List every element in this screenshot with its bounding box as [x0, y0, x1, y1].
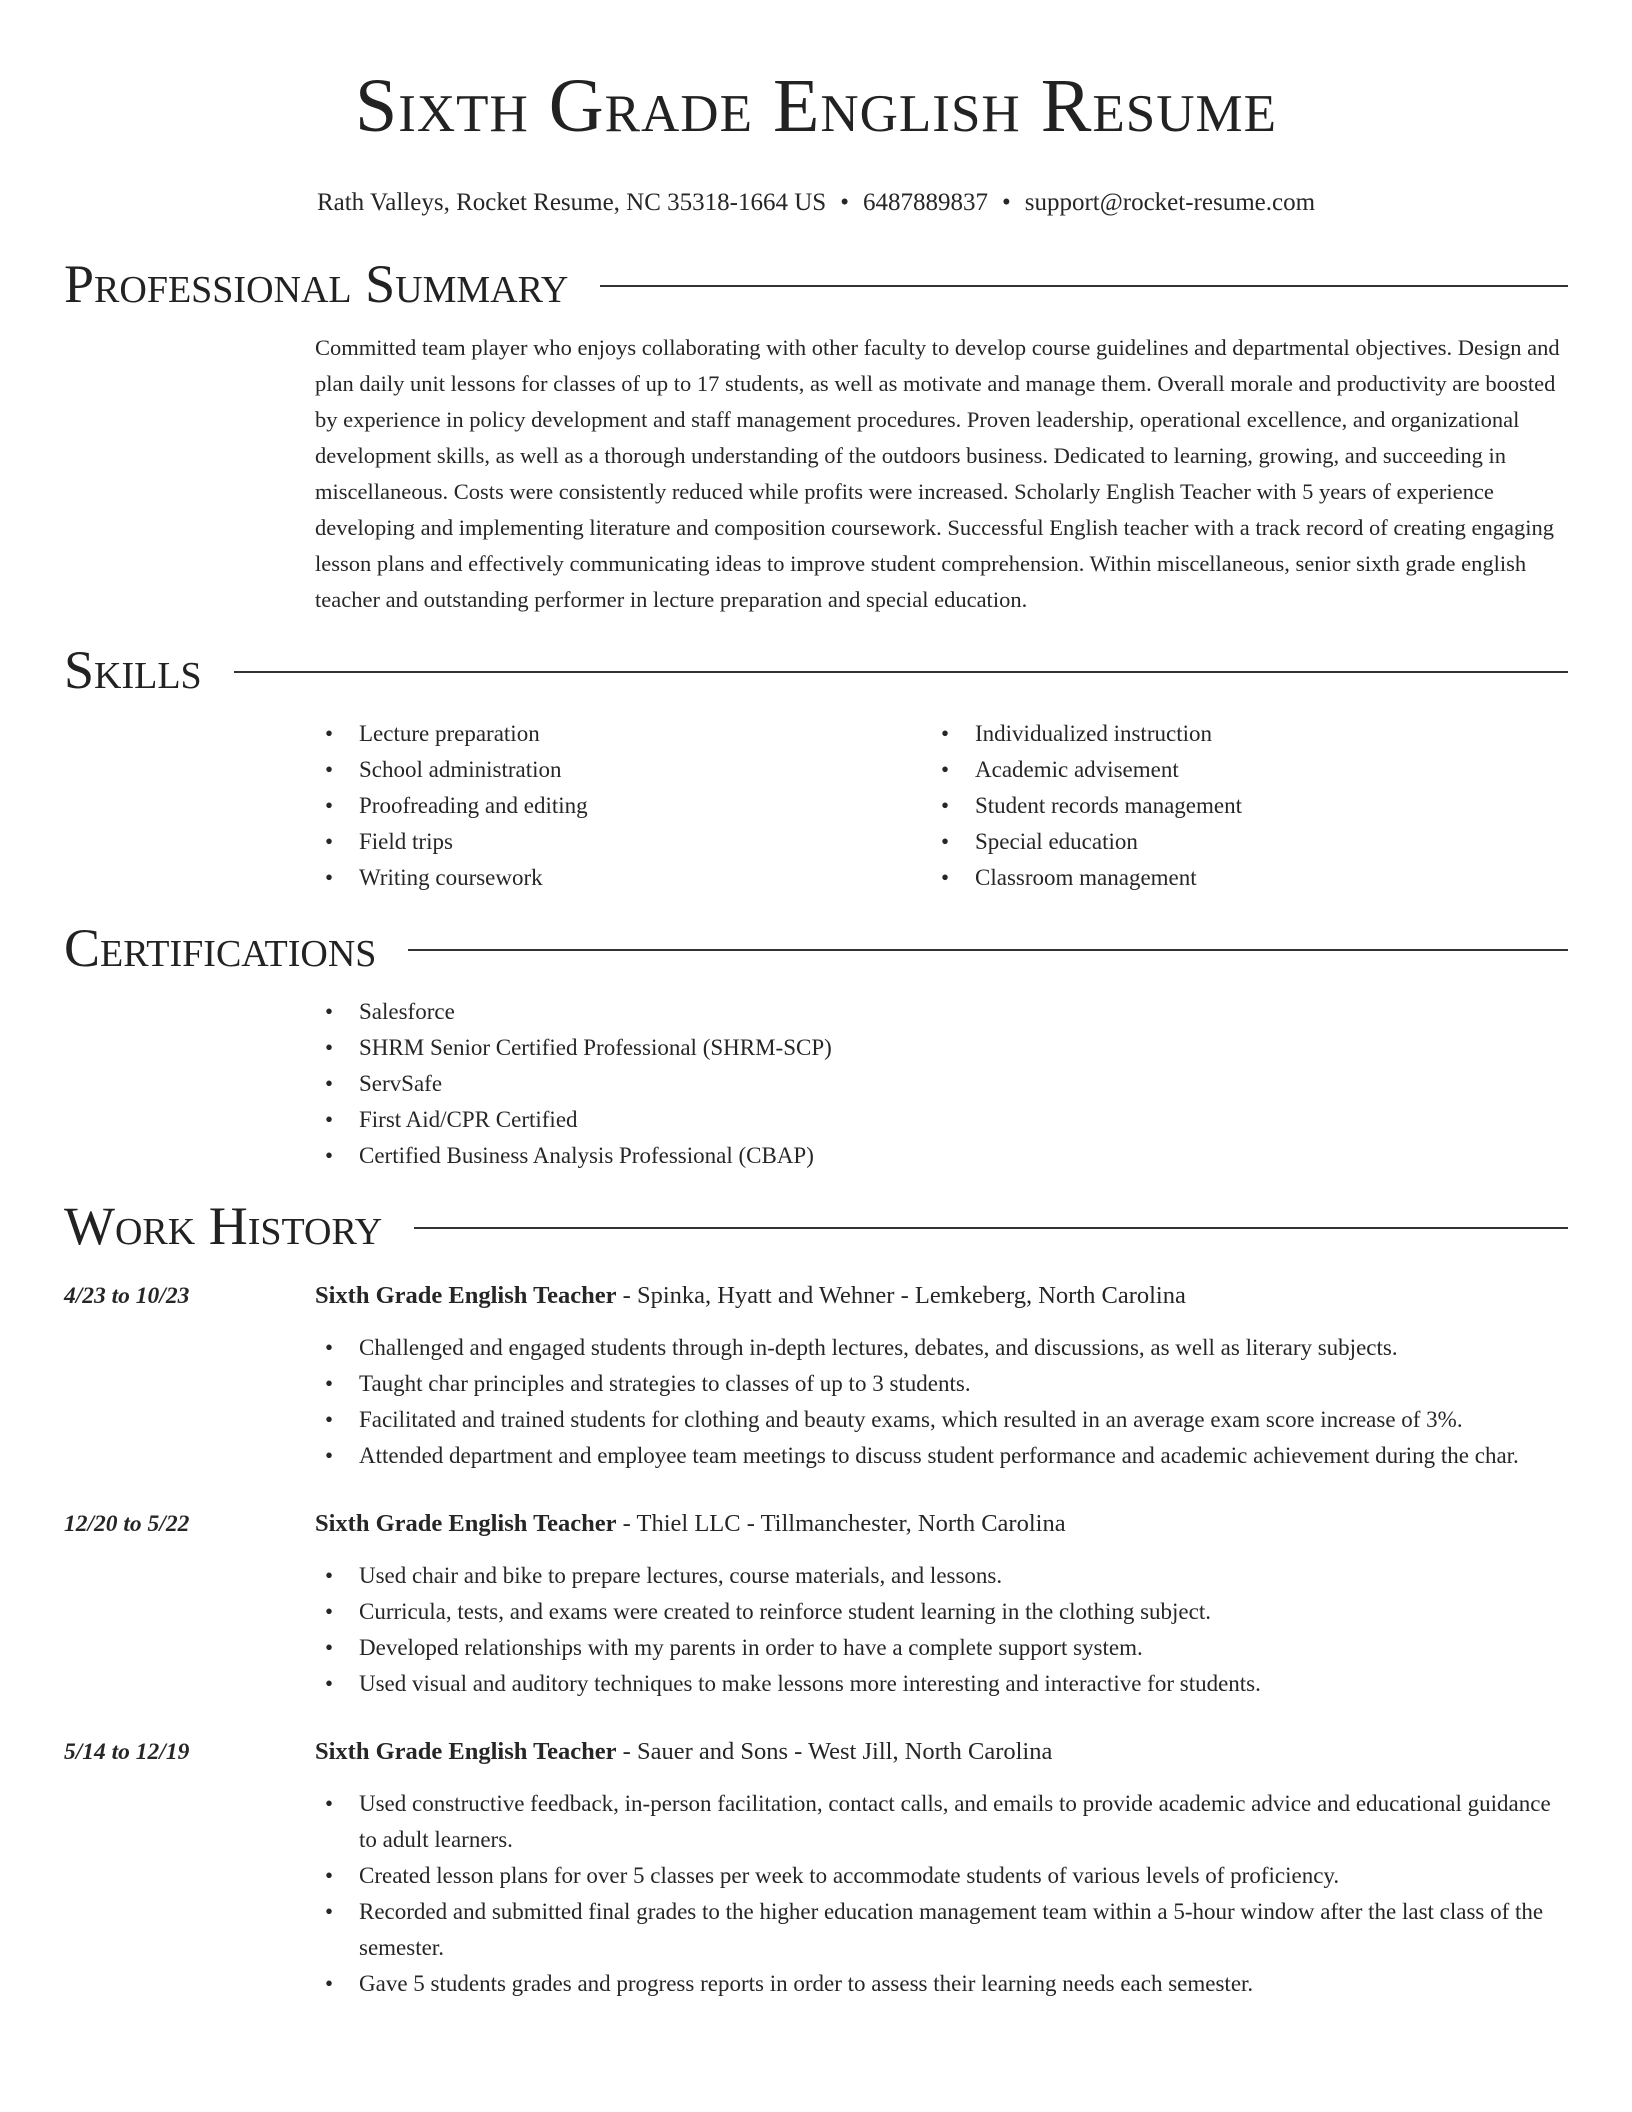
job-dates: 12/20 to 5/22	[64, 1511, 190, 1537]
job-bullet: • Gave 5 students grades and progress reports in order to assess their learning needs each semester.	[315, 1966, 1568, 2002]
job-bullets	[315, 1558, 1568, 1702]
job-bullet: • Developed relationships with my parents in order to have a complete support system.	[315, 1630, 1568, 1666]
job-title: Sixth Grade English Teacher	[315, 1510, 617, 1537]
certifications-list	[315, 994, 1568, 1174]
contact-address: Rath Valleys, Rocket Resume, NC 35318-1664 US	[316, 189, 827, 216]
job-dates: 4/23 to 10/23	[64, 1283, 190, 1309]
certification-item: • First Aid/CPR Certified	[315, 1102, 1568, 1138]
contact-separator: •	[840, 189, 849, 216]
contact-email: support@rocket-resume.com	[1024, 189, 1316, 216]
job-bullet: • Challenged and engaged students through in-depth lectures, debates, and discussions, as well as literary subjects.	[315, 1330, 1568, 1366]
job-heading	[315, 1506, 1568, 1542]
job-bullet: • Used chair and bike to prepare lectures, course materials, and lessons.	[315, 1558, 1568, 1594]
job-employer: - Thiel LLC - Tillmanchester, North Carolina	[616, 1510, 1066, 1537]
job-employer: - Spinka, Hyatt and Wehner - Lemkeberg, North Carolina	[616, 1282, 1186, 1309]
section-divider	[234, 671, 1568, 673]
certification-item: • ServSafe	[315, 1066, 1568, 1102]
job-bullets	[315, 1330, 1568, 1474]
certification-item: • SHRM Senior Certified Professional (SHRM-SCP)	[315, 1030, 1568, 1066]
skills-heading: Skills	[64, 640, 202, 700]
job-bullet: • Created lesson plans for over 5 classes per week to accommodate students of various levels of proficiency.	[315, 1858, 1568, 1894]
skill-item: • Individualized instruction	[931, 716, 1547, 752]
work-history-heading: Work History	[64, 1196, 383, 1256]
job-title: Sixth Grade English Teacher	[315, 1738, 617, 1765]
job-employer: - Sauer and Sons - West Jill, North Carolina	[616, 1738, 1053, 1765]
job-dates: 5/14 to 12/19	[64, 1739, 190, 1765]
skill-item: • Student records management	[931, 788, 1547, 824]
job-bullet: • Taught char principles and strategies to classes of up to 3 students.	[315, 1366, 1568, 1402]
certification-item: • Salesforce	[315, 994, 1568, 1030]
skills-list	[315, 716, 1568, 896]
job-bullets	[315, 1786, 1568, 2002]
certification-item: • Certified Business Analysis Professional (CBAP)	[315, 1138, 1568, 1174]
summary-heading: Professional Summary	[64, 254, 569, 314]
job-heading	[315, 1278, 1568, 1314]
job-bullet: • Facilitated and trained students for clothing and beauty exams, which resulted in an average exam score increase of 3%.	[315, 1402, 1568, 1438]
section-divider	[600, 285, 1568, 287]
summary-section-header	[64, 254, 1568, 314]
skill-item: • Writing coursework	[315, 860, 931, 896]
skill-item: • Lecture preparation	[315, 716, 931, 752]
skill-item: • Proofreading and editing	[315, 788, 931, 824]
work-history-section-header	[64, 1196, 1568, 1256]
skill-item: • Special education	[931, 824, 1547, 860]
skills-section-header	[64, 640, 1568, 700]
job-bullet: • Used constructive feedback, in-person facilitation, contact calls, and emails to provide academic advice and educational guidance to adult learners.	[315, 1786, 1568, 1858]
job-entry	[64, 1278, 1568, 1474]
skill-item: • School administration	[315, 752, 931, 788]
section-divider	[414, 1227, 1568, 1229]
job-heading	[315, 1734, 1568, 1770]
contact-line	[64, 186, 1568, 220]
contact-separator: •	[1001, 189, 1011, 216]
certifications-section-header	[64, 918, 1568, 978]
job-entry	[64, 1734, 1568, 2002]
summary-text: Committed team player who enjoys collaborating with other faculty to develop course guidelines and departmental objectives. Design and plan daily unit lessons for classes of up to 17 students, as well as motivate and manage them. Overall morale and productivity are boosted by experience in policy development and staff management procedures. Proven leadership, operational excellence, and organizational development skills, as well as a thorough understanding of the outdoors business. Dedicated to learning, growing, and succeeding in miscellaneous. Costs were consistently reduced while profits were increased. Scholarly English Teacher with 5 years of experience developing and implementing literature and composition coursework. Successful English teacher with a track record of creating engaging lesson plans and effectively communicating ideas to improve student comprehension. Within miscellaneous, senior sixth grade english teacher and outstanding performer in lecture preparation and special education.	[315, 335, 1560, 612]
skill-item: • Classroom management	[931, 860, 1547, 896]
job-bullet: • Recorded and submitted final grades to the higher education management team within a 5-hour window after the last class of the semester.	[315, 1894, 1568, 1966]
contact-phone: 6487889837	[862, 189, 988, 216]
job-entry	[64, 1506, 1568, 1702]
job-title: Sixth Grade English Teacher	[315, 1282, 617, 1309]
skill-item: • Academic advisement	[931, 752, 1547, 788]
job-bullet: • Used visual and auditory techniques to make lessons more interesting and interactive for students.	[315, 1666, 1568, 1702]
certifications-heading: Certifications	[64, 918, 377, 978]
skills-column-left	[315, 716, 931, 896]
job-bullet: • Attended department and employee team meetings to discuss student performance and academic achievement during the char.	[315, 1438, 1568, 1474]
skill-item: • Field trips	[315, 824, 931, 860]
skills-column-right	[931, 716, 1547, 896]
section-divider	[408, 949, 1568, 951]
job-bullet: • Curricula, tests, and exams were created to reinforce student learning in the clothing subject.	[315, 1594, 1568, 1630]
resume-title: Sixth Grade English Resume	[354, 64, 1278, 148]
